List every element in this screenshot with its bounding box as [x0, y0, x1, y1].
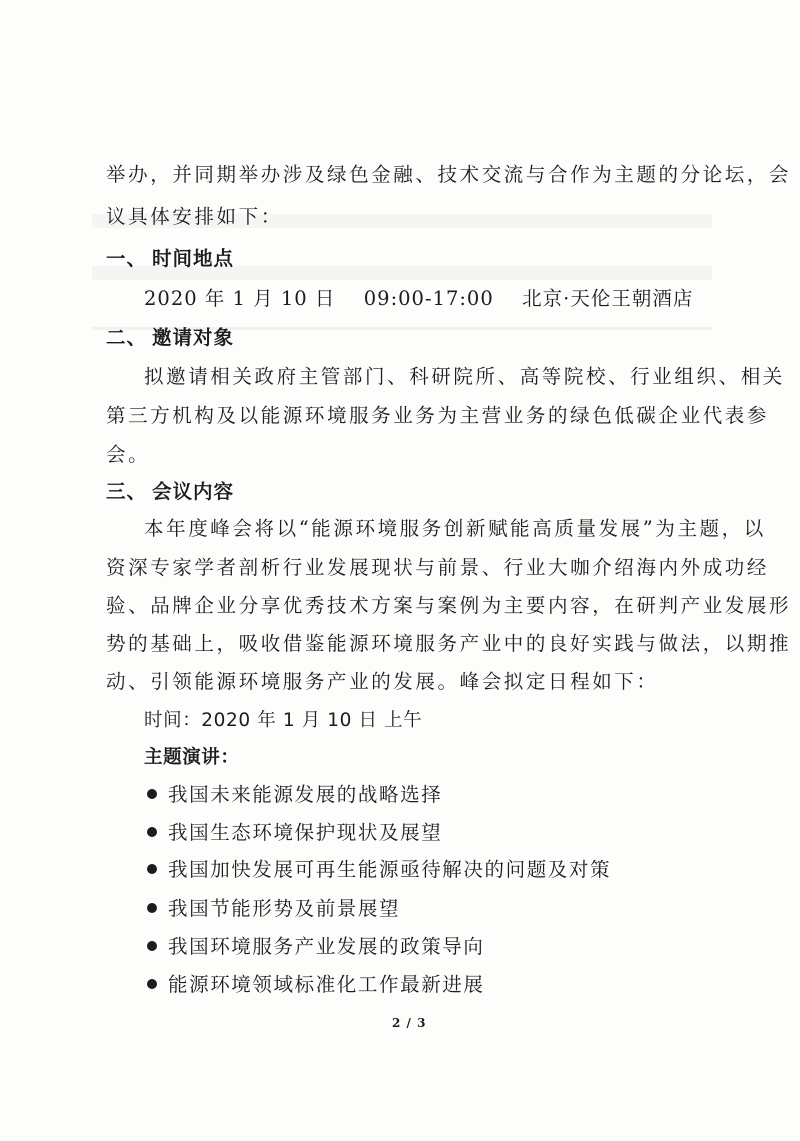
- section-2-line-1: 拟邀请相关政府主管部门、科研院所、高等院校、行业组织、相关: [144, 365, 785, 388]
- section-2-line-3: 会。: [106, 443, 151, 466]
- section-1-details: [144, 286, 693, 312]
- section-1-title: 时间地点: [152, 247, 235, 270]
- section-3-line-2: 资深专家学者剖析行业发展现状与前景、行业大咖介绍海内外成功经: [106, 556, 770, 579]
- section-3-title: 会议内容: [152, 480, 235, 503]
- section-1-heading: [106, 246, 234, 272]
- schedule-time: 时间：2020 年 1 月 10 日 上午: [144, 710, 423, 731]
- section-3-number: 三、: [106, 480, 148, 503]
- keynote-item: 我国生态环境保护现状及展望: [147, 820, 442, 846]
- intro-line-1: 举办，并同期举办涉及绿色金融、技术交流与合作为主题的分论坛，会: [106, 163, 792, 186]
- bullet-icon: [147, 789, 157, 799]
- section-3-line-4: 势的基础上，吸收借鉴能源环境服务产业中的良好实践与做法，以期推: [106, 632, 792, 655]
- section-2-number: 二、: [106, 326, 148, 349]
- page-number: 2 / 3: [392, 1016, 427, 1030]
- section-2-heading: [106, 325, 234, 351]
- keynote-item: 能源环境领域标准化工作最新进展: [147, 972, 485, 998]
- bullet-icon: [147, 979, 157, 989]
- keynote-item: 我国节能形势及前景展望: [147, 896, 400, 922]
- section-1-number: 一、: [106, 247, 148, 270]
- keynote-label: 主题演讲：: [144, 747, 240, 768]
- keynote-item: 我国环境服务产业发展的政策导向: [147, 934, 485, 960]
- event-date: 2020 年 1 月 10 日: [144, 287, 336, 310]
- section-2-title: 邀请对象: [152, 326, 235, 349]
- event-time: 09:00-17:00: [363, 287, 494, 310]
- bullet-icon: [147, 903, 157, 913]
- section-3-heading: [106, 479, 234, 505]
- intro-line-2: 议具体安排如下：: [106, 205, 283, 228]
- section-3-line-5: 动、引领能源环境服务产业的发展。峰会拟定日程如下：: [106, 670, 659, 693]
- keynote-item: 我国未来能源发展的战略选择: [147, 782, 442, 808]
- bullet-icon: [147, 827, 157, 837]
- section-2-line-2: 第三方机构及以能源环境服务业务为主营业务的绿色低碳企业代表参: [106, 404, 770, 427]
- bullet-icon: [147, 941, 157, 951]
- section-3-line-1: 本年度峰会将以“能源环境服务创新赋能高质量发展”为主题，以: [144, 517, 766, 540]
- keynote-item: 我国加快发展可再生能源亟待解决的问题及对策: [147, 857, 611, 883]
- event-venue: 北京·天伦王朝酒店: [522, 287, 694, 310]
- section-3-line-3: 验、品牌企业分享优秀技术方案与案例为主要内容，在研判产业发展形: [106, 594, 792, 617]
- bullet-icon: [147, 864, 157, 874]
